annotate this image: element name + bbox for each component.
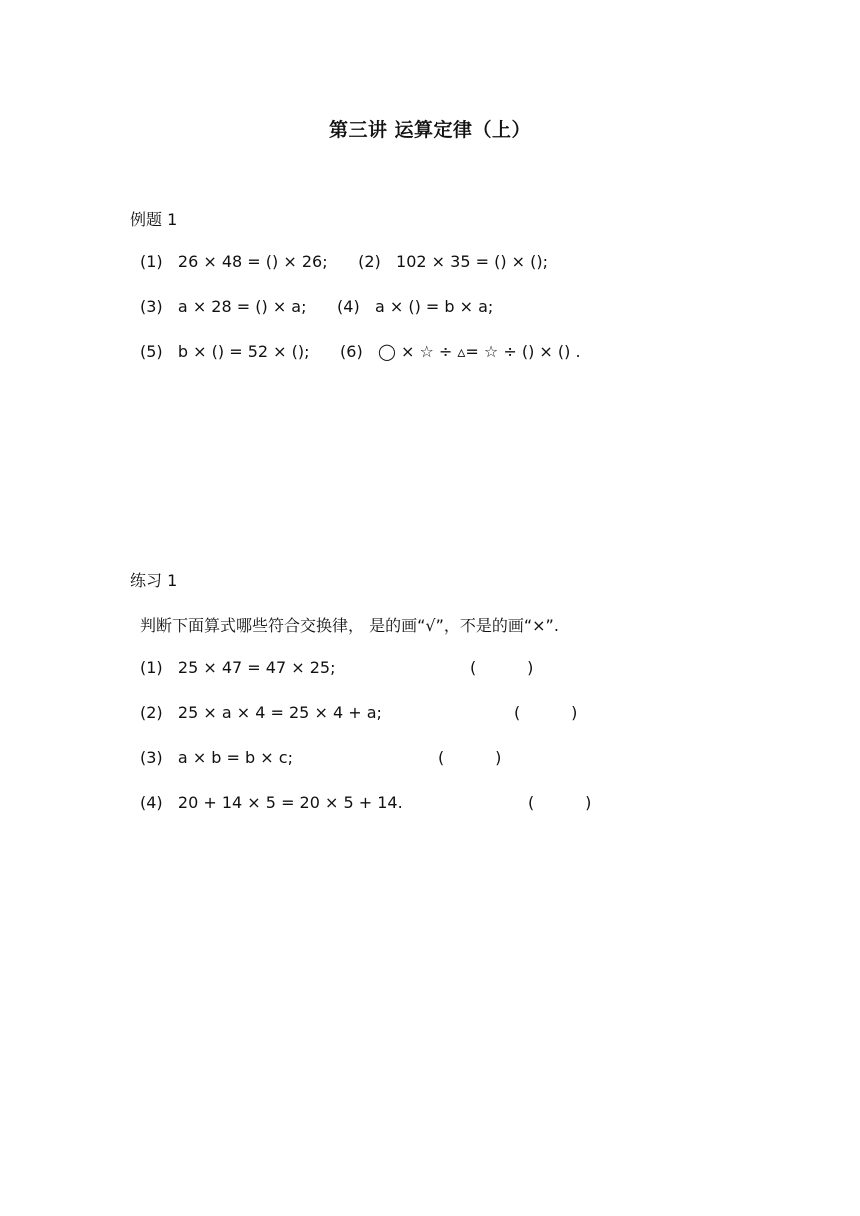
answer-bracket-3: ( ) <box>438 748 502 767</box>
answer-bracket-4: ( ) <box>528 793 592 812</box>
example-line-3: (5) b × () = 52 × (); (6) ◯ × ☆ ÷ ▵= ☆ ÷ () × () . <box>140 342 581 361</box>
practice-item-1: (1) 25 × 47 = 47 × 25; <box>140 658 336 677</box>
example-heading: 例题 1 <box>130 210 178 229</box>
practice-item-2: (2) 25 × a × 4 = 25 × 4 + a; <box>140 703 382 722</box>
practice-item-4: (4) 20 + 14 × 5 = 20 × 5 + 14. <box>140 793 403 812</box>
page-title: 第三讲 运算定律（上） <box>328 119 532 141</box>
practice-item-3: (3) a × b = b × c; <box>140 748 293 767</box>
example-line-2: (3) a × 28 = () × a; (4) a × () = b × a; <box>140 297 494 316</box>
answer-bracket-2: ( ) <box>514 703 578 722</box>
answer-bracket-1: ( ) <box>470 658 534 677</box>
practice-heading: 练习 1 <box>130 571 178 590</box>
example-line-1: (1) 26 × 48 = () × 26; (2) 102 × 35 = () × (); <box>140 252 549 271</box>
practice-instruction: 判断下面算式哪些符合交换律， 是的画“√”，不是的画“×”. <box>140 616 559 635</box>
